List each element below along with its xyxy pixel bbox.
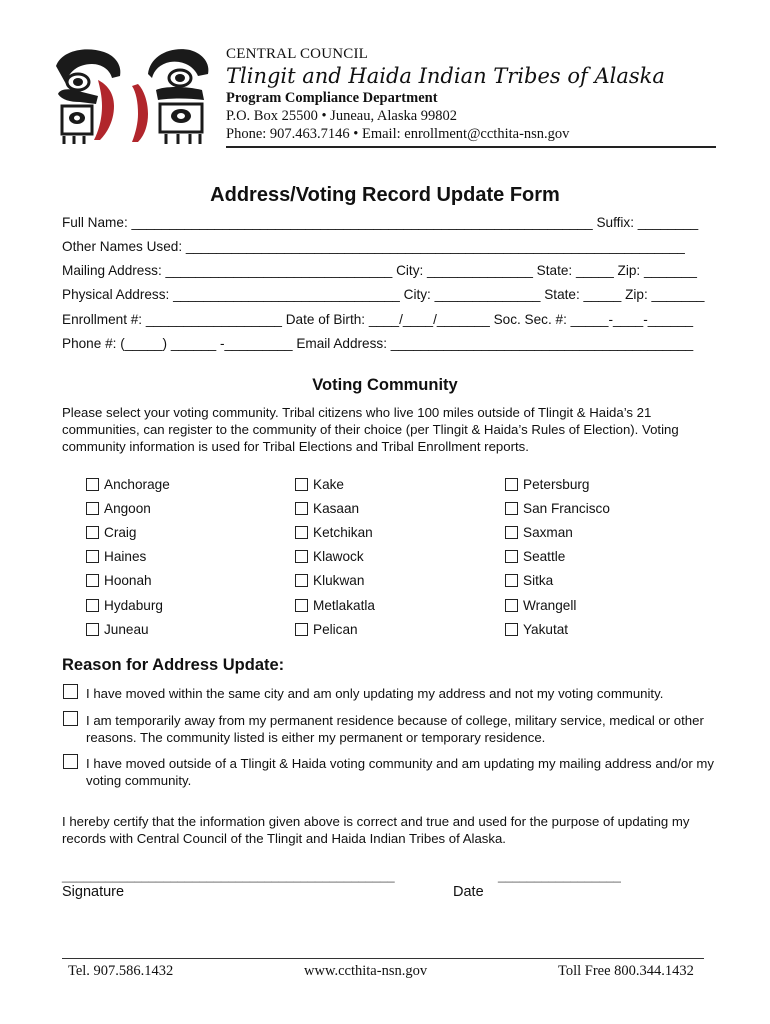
community-option-anchorage[interactable]	[86, 477, 170, 492]
enrollment-field[interactable]: Enrollment #: __________________ Date of Birth: ____/____/_______ Soc. Sec. #: _____-____-______	[62, 312, 694, 327]
community-label: Craig	[104, 525, 137, 540]
footer-tel: Tel. 907.586.1432	[68, 963, 174, 979]
community-checkbox[interactable]	[295, 478, 308, 491]
community-label: Sitka	[523, 573, 554, 588]
community-checkbox[interactable]	[295, 574, 308, 587]
community-label: Angoon	[104, 501, 151, 516]
header-divider	[226, 146, 716, 148]
org-address: P.O. Box 25500 • Juneau, Alaska 99802	[226, 108, 458, 124]
community-checkbox[interactable]	[86, 599, 99, 612]
community-checkbox[interactable]	[505, 574, 518, 587]
community-checkbox[interactable]	[295, 550, 308, 563]
voting-community-description: Please select your voting community. Tribal citizens who live 100 miles outside of Tlingit & Haida’s 21 communities, can register to the community of their choice (per Tlingit & Haida’s Rules of Election). Voting community information is used for Tribal Elections and Tribal Enrollment reports.	[62, 405, 679, 454]
community-checkbox[interactable]	[295, 502, 308, 515]
community-label: Yakutat	[523, 622, 569, 637]
community-checkbox[interactable]	[295, 599, 308, 612]
community-label: San Francisco	[523, 501, 610, 516]
community-label: Klukwan	[313, 573, 365, 588]
footer-toll-free: Toll Free 800.344.1432	[558, 963, 694, 979]
certification-text: I hereby certify that the information given above is correct and true and used for the purpose of updating my records with Central Council of the Tlingit and Haida Indian Tribes of Alaska.	[62, 814, 690, 846]
community-label: Metlakatla	[313, 598, 375, 613]
date-label: Date	[453, 884, 484, 900]
reason-option-3-label: I have moved outside of a Tlingit & Haida voting community and am updating my mailing address and/or my voting community.	[86, 756, 714, 788]
community-option-hydaburg[interactable]	[86, 598, 163, 613]
footer-website[interactable]: www.ccthita-nsn.gov	[304, 963, 428, 979]
signature-line[interactable]: ______________________________________________	[62, 868, 395, 883]
community-checkbox[interactable]	[295, 623, 308, 636]
community-checkbox[interactable]	[505, 550, 518, 563]
phone-email-field[interactable]: Phone #: (_____) ______ -_________ Email Address: ________________________________________	[62, 336, 694, 351]
community-option-ketchikan[interactable]	[295, 525, 373, 540]
community-option-hoonah[interactable]	[86, 573, 152, 588]
community-checkbox[interactable]	[86, 574, 99, 587]
reason-option-1-label: I have moved within the same city and am only updating my address and not my voting community.	[86, 686, 664, 701]
other-names-field[interactable]: Other Names Used: __________________________________________________________________	[62, 239, 685, 254]
community-label: Juneau	[104, 622, 149, 637]
form-title: Address/Voting Record Update Form	[210, 184, 560, 206]
reason-option-1-checkbox[interactable]	[63, 684, 78, 699]
community-option-wrangell[interactable]	[505, 598, 576, 613]
community-option-saxman[interactable]	[505, 525, 573, 540]
org-contact: Phone: 907.463.7146 • Email: enrollment@ccthita-nsn.gov	[226, 126, 570, 142]
community-checkbox[interactable]	[505, 623, 518, 636]
community-option-angoon[interactable]	[86, 501, 151, 516]
community-checkbox[interactable]	[295, 526, 308, 539]
community-label: Hoonah	[104, 573, 152, 588]
community-checkbox[interactable]	[86, 550, 99, 563]
reason-title: Reason for Address Update:	[62, 656, 285, 674]
community-checkbox[interactable]	[505, 599, 518, 612]
community-label: Anchorage	[104, 477, 170, 492]
community-checkbox[interactable]	[505, 478, 518, 491]
community-label: Petersburg	[523, 477, 590, 492]
community-option-klawock[interactable]	[295, 549, 364, 564]
community-option-seattle[interactable]	[505, 549, 565, 564]
community-checkbox[interactable]	[505, 502, 518, 515]
community-option-craig[interactable]	[86, 525, 136, 540]
community-checkbox[interactable]	[86, 502, 99, 515]
full-name-field[interactable]: Full Name: _____________________________________________________________ Suffix: ________	[62, 215, 699, 230]
community-label: Kasaan	[313, 501, 360, 516]
community-checkbox[interactable]	[86, 478, 99, 491]
community-option-haines[interactable]	[86, 549, 146, 564]
community-label: Wrangell	[523, 598, 577, 613]
signature-label: Signature	[62, 884, 125, 900]
org-name-line1: CENTRAL COUNCIL	[226, 46, 369, 62]
community-option-yakutat[interactable]	[505, 622, 568, 637]
org-name-line2: Tlingit and Haida Indian Tribes of Alaska	[226, 64, 665, 88]
reason-option-2-checkbox[interactable]	[63, 711, 78, 726]
physical-address-field[interactable]: Physical Address: ______________________________ City: ______________ State: _____ Zip: _______	[62, 287, 705, 302]
community-option-kake[interactable]	[295, 477, 344, 492]
voting-community-title: Voting Community	[312, 376, 458, 394]
community-label: Saxman	[523, 525, 573, 540]
footer-divider	[62, 958, 704, 959]
community-option-san-francisco[interactable]	[505, 501, 610, 516]
reason-option-2-label: I am temporarily away from my permanent residence because of college, military service, medical or other reasons. The community listed is either my permanent or temporary residence.	[86, 713, 704, 745]
tlingit-haida-formline-logo-icon	[52, 44, 214, 146]
community-label: Pelican	[313, 622, 358, 637]
community-option-petersburg[interactable]	[505, 477, 590, 492]
community-checkbox[interactable]	[86, 526, 99, 539]
community-option-pelican[interactable]	[295, 622, 358, 637]
community-label: Haines	[104, 549, 147, 564]
community-checkbox[interactable]	[86, 623, 99, 636]
mailing-address-field[interactable]: Mailing Address: ______________________________ City: ______________ State: _____ Zip: _______	[62, 263, 697, 278]
date-line[interactable]: _________________	[498, 868, 621, 883]
department-name: Program Compliance Department	[226, 90, 438, 106]
community-option-juneau[interactable]	[86, 622, 149, 637]
community-option-klukwan[interactable]	[295, 573, 364, 588]
community-label: Klawock	[313, 549, 364, 564]
community-option-kasaan[interactable]	[295, 501, 359, 516]
community-label: Hydaburg	[104, 598, 163, 613]
community-label: Seattle	[523, 549, 566, 564]
community-option-sitka[interactable]	[505, 573, 553, 588]
reason-option-3-checkbox[interactable]	[63, 754, 78, 769]
community-label: Kake	[313, 477, 344, 492]
community-checkbox[interactable]	[505, 526, 518, 539]
community-option-metlakatla[interactable]	[295, 598, 375, 613]
community-label: Ketchikan	[313, 525, 373, 540]
